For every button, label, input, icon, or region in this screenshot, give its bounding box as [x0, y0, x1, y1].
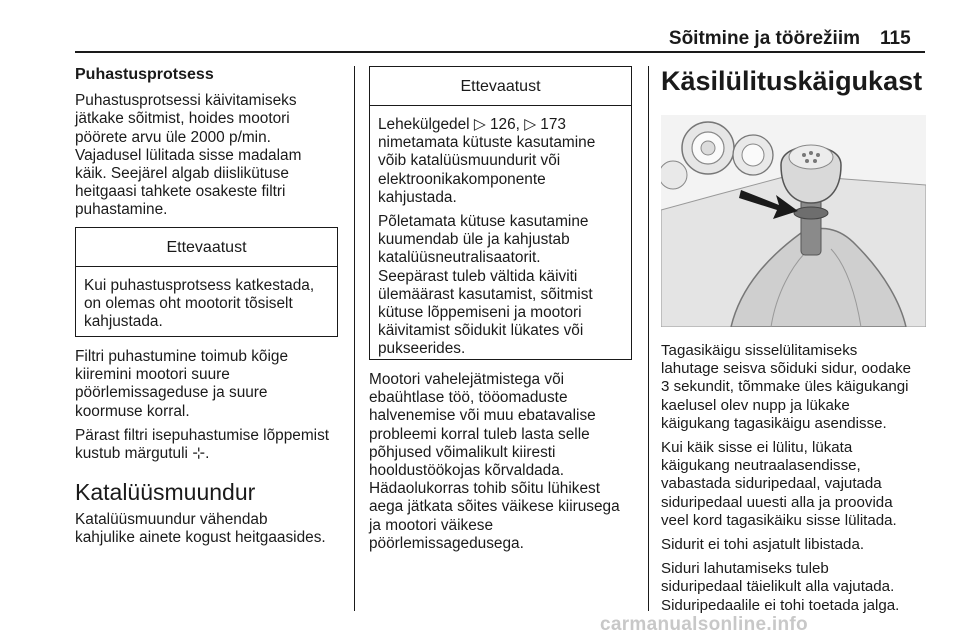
column-2-lower [369, 371, 644, 559]
header-divider [75, 51, 925, 53]
paragraph-clutch-slip: Sidurit ei tohi asjatult libistada. [661, 536, 865, 554]
section-heading-manual-gearbox: Käsilülituskäigukast [661, 66, 923, 96]
caution-box-2 [369, 66, 632, 360]
column-3-heading [661, 66, 931, 96]
caution-text: Kui puhastusprotsess katkestada, on olemas oht mootorit tõsiselt kahjustada. [84, 277, 315, 331]
caution-box-1 [75, 227, 338, 337]
section-heading-catalytic: Katalüüsmuundur [75, 479, 256, 506]
paragraph-clutch-pedal: Siduri lahutamiseks tuleb siduripedaal täielikult alla vajutada. Siduripedaalile ei tohi toetada jalga. [661, 560, 900, 614]
column-3-text [661, 342, 936, 621]
caution-text-unburnt-fuel: Põletamata kütuse kasutamine kuumendab üle ja kahjustab katalüüsneutralisaatorit. Seepärast tuleb vältida käiviti ülemäärast kasutamist, sõitmist kütuse lõppemiseni ja mootori käivitamist sõidukit lükates või pukseerides. [378, 213, 593, 358]
caution-body-2 [370, 106, 631, 371]
watermark-text: carmanualsonline.info [600, 614, 808, 635]
column-1-lower [75, 348, 350, 554]
section-heading-cleaning: Puhastusprotsess [75, 66, 214, 83]
caution-text-fuels: Lehekülgedel ▷ 126, ▷ 173 nimetamata kütuste kasutamine võib katalüüsmuundurit või elektroonikakomponente kahjustada. [378, 116, 596, 206]
page-number: 115 [880, 28, 911, 49]
gear-lever-illustration [661, 115, 926, 327]
paragraph-reverse-gear: Tagasikäigu sisselülitamiseks lahutage seisva sõiduki sidur, oodake 3 sekundit, tõmmake üles käigukangi kaelusel olev nupp ja lükake käigukang tagasikäigu asendisse. [661, 342, 912, 432]
caution-title-2: Ettevaatust [370, 67, 631, 106]
gear-lever-drawing [661, 115, 926, 327]
column-divider-1 [354, 66, 355, 611]
page-header-title: Sõitmine ja töörežiim [668, 28, 860, 49]
paragraph-warning-light: Pärast filtri isepuhastumise lõppemist kustub märgutuli ⊹. [75, 426, 330, 463]
paragraph-catalytic: Katalüüsmuundur vähendab kahjulike ainete kogust heitgaasides. [75, 511, 326, 547]
paragraph-cleaning-process: Puhastusprotsessi käivitamiseks jätkake sõitmist, hoides mootori pöörete arvu üle 2000 p/min. Vajadusel lülitada sisse madalam käik. Seejärel algab diislikütuse heitgaasi tahkete osakeste filtri puhastamine. [75, 92, 302, 219]
column-1 [75, 66, 345, 226]
caution-body [76, 267, 337, 344]
paragraph-gear-not-engaging: Kui käik sisse ei lülitu, lükata käigukang neutraalasendisse, vabastada siduripedaal, vajutada siduripedaal uuesti alla ja proovida veel kord tagasikäiku sisse lülitada. [661, 439, 897, 529]
paragraph-filter-cleaning: Filtri puhastumine toimub kõige kiiremini mootori suure pöörlemissageduse ja suure koormuse korral. [75, 348, 289, 420]
paragraph-misfire: Mootori vahelejätmistega või ebaühtlase töö, tööomaduste halvenemise või muu ebatavalise probleemi korral tuleb lasta selle põhjused võimalikult kiiresti hooldustöökojas kõrvaldada. Hädaolukorras tohib sõitu lühikest aega jätkata sõites väikese kiirusega ja mootori väikese pöörlemissagedusega. [369, 371, 620, 552]
caution-title: Ettevaatust [76, 228, 337, 267]
column-divider-2 [648, 66, 649, 611]
